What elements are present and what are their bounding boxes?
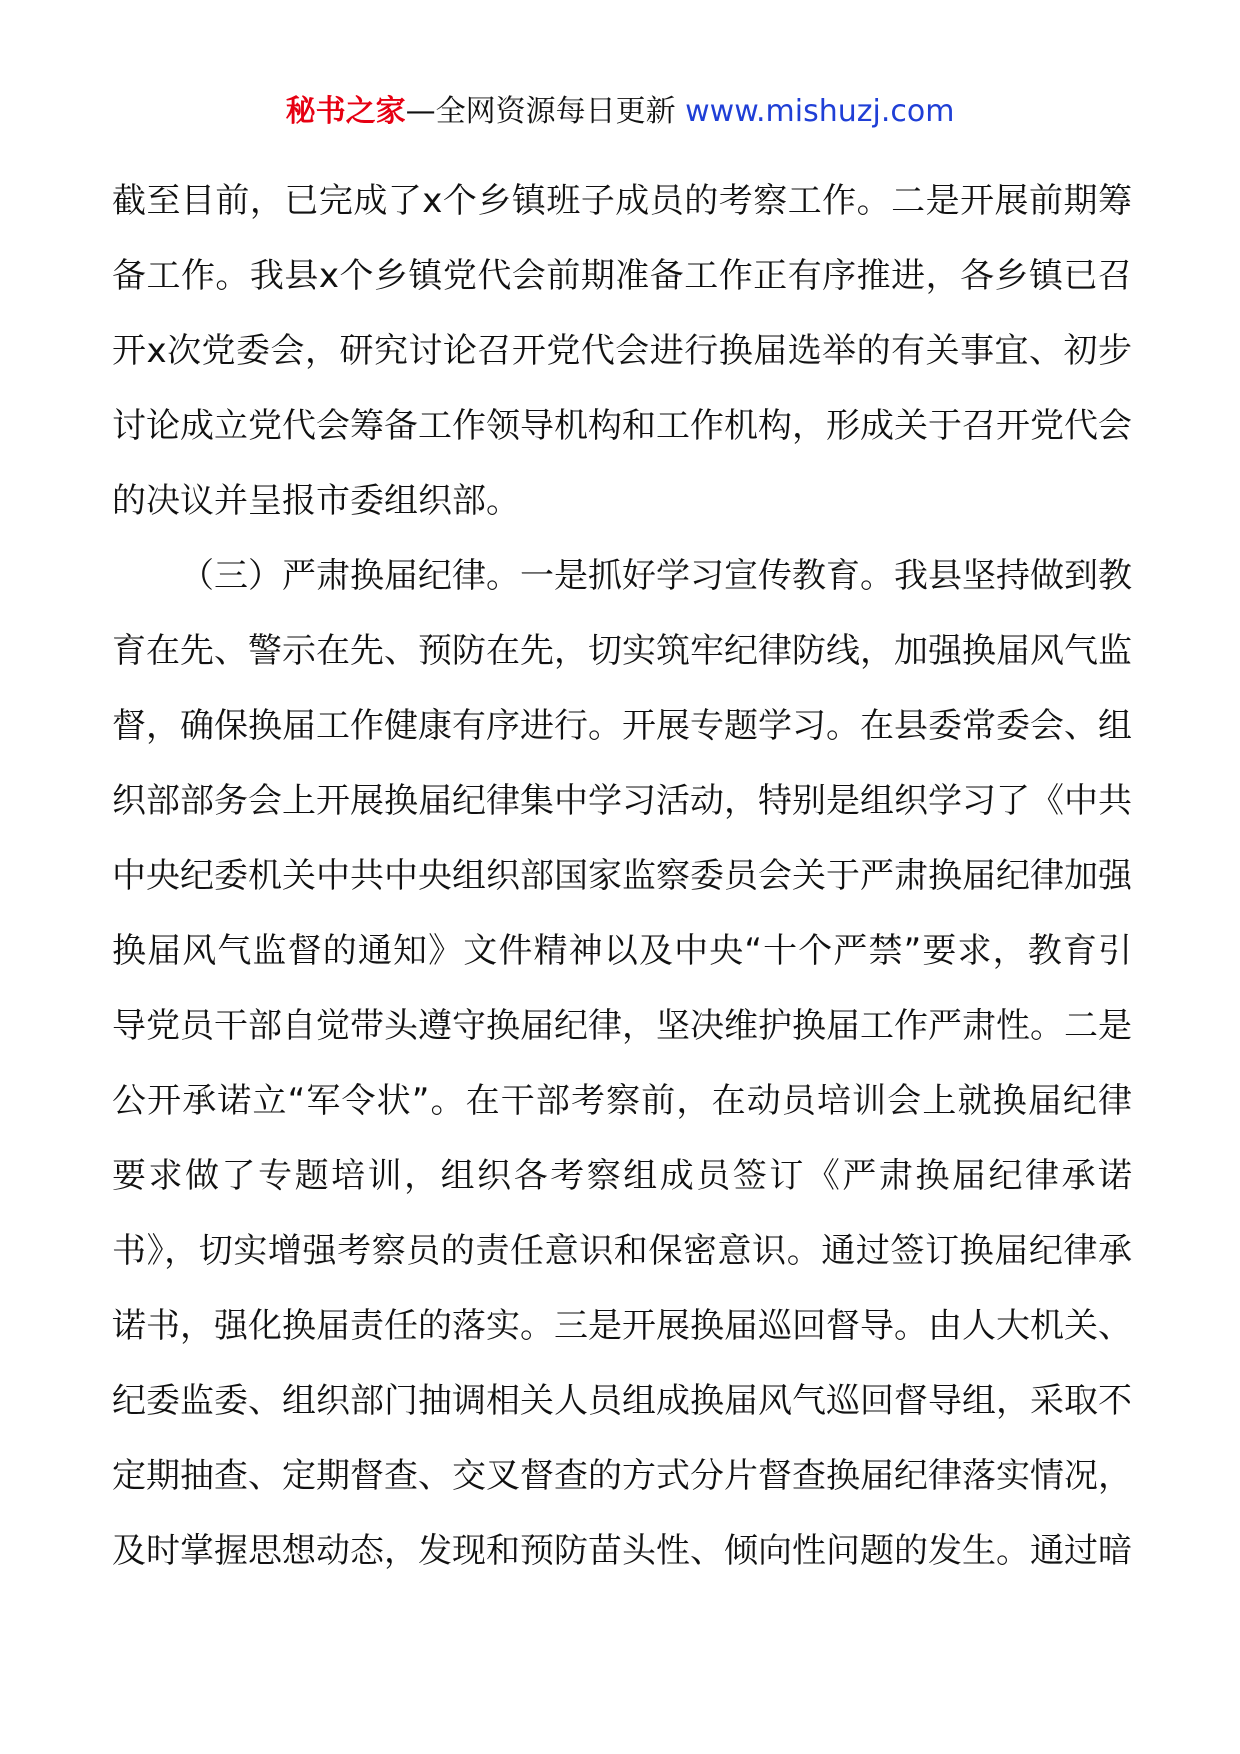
brand-name: 秘书之家 (285, 94, 406, 129)
header-tagline: —全网资源每日更新 (405, 94, 676, 129)
body-line: 要求做了专题培训，组织各考察组成员签订《严肃换届纪律承诺 (112, 1156, 1132, 1196)
body-line: 截至目前，已完成了x个乡镇班子成员的考察工作。二是开展前期筹 (112, 181, 1132, 221)
body-line: 织部部务会上开展换届纪律集中学习活动，特别是组织学习了《中共 (112, 781, 1132, 821)
body-line: 及时掌握思想动态，发现和预防苗头性、倾向性问题的发生。通过暗 (112, 1531, 1132, 1571)
body-line: 定期抽查、定期督查、交叉督查的方式分片督查换届纪律落实情况， (112, 1456, 1132, 1496)
page-header (0, 92, 1240, 132)
section-heading-line: （三）严肃换届纪律。一是抓好学习宣传教育。我县坚持做到教 (180, 556, 1132, 596)
body-line: 督，确保换届工作健康有序进行。开展专题学习。在县委常委会、组 (112, 706, 1132, 746)
body-line: 换届风气监督的通知》文件精神以及中央“十个严禁”要求，教育引 (112, 931, 1132, 971)
body-line: 导党员干部自觉带头遵守换届纪律，坚决维护换届工作严肃性。二是 (112, 1006, 1132, 1046)
site-url-link[interactable]: www.mishuzj.com (685, 94, 955, 129)
body-line: 育在先、警示在先、预防在先，切实筑牢纪律防线，加强换届风气监 (112, 631, 1132, 671)
body-line: 纪委监委、组织部门抽调相关人员组成换届风气巡回督导组，采取不 (112, 1381, 1132, 1421)
body-line: 开x次党委会，研究讨论召开党代会进行换届选举的有关事宜、初步 (112, 331, 1132, 371)
body-line: 书》，切实增强考察员的责任意识和保密意识。通过签订换届纪律承 (112, 1231, 1132, 1271)
body-line: 公开承诺立“军令状”。在干部考察前，在动员培训会上就换届纪律 (112, 1081, 1132, 1121)
body-line-paragraph-end: 的决议并呈报市委组织部。 (112, 481, 520, 521)
document-body (112, 164, 1132, 1589)
body-line: 中央纪委机关中共中央组织部国家监察委员会关于严肃换届纪律加强 (112, 856, 1132, 896)
body-line: 讨论成立党代会筹备工作领导机构和工作机构，形成关于召开党代会 (112, 406, 1132, 446)
body-line: 备工作。我县x个乡镇党代会前期准备工作正有序推进，各乡镇已召 (112, 256, 1132, 296)
body-line: 诺书，强化换届责任的落实。三是开展换届巡回督导。由人大机关、 (112, 1306, 1132, 1346)
